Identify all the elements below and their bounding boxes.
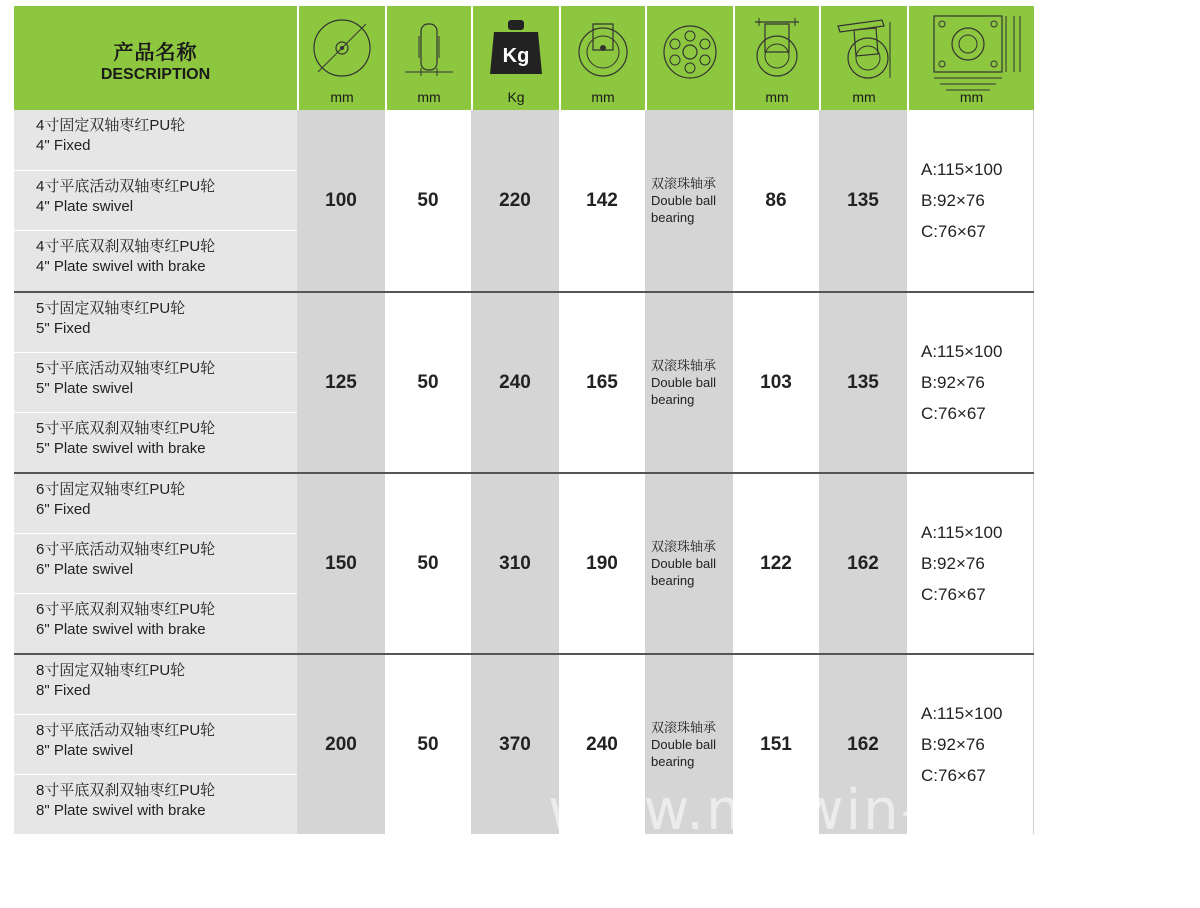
width-unit: mm [417,89,441,105]
product-name-cn: 8寸平底双刹双轴枣红PU轮 [36,782,216,799]
bearing-en-line2: bearing [651,754,695,769]
product-names [14,110,297,291]
width-value: 50 [385,474,471,653]
bearing-header [645,6,733,110]
wheel-fork-icon [571,12,635,82]
product-name-cn: 8寸固定双轴枣红PU轮 [36,662,186,679]
diameter-value: 200 [297,655,385,834]
fork-value: 165 [559,293,645,472]
product-name [14,230,297,291]
wheel-diameter-icon [310,12,374,82]
bearing-cn: 双滚珠轴承 [651,358,717,373]
plate-b: B:92×76 [921,373,985,392]
plate-value [907,110,1034,291]
product-name [14,474,297,533]
offset-value: 103 [733,293,819,472]
plate-unit: mm [959,89,984,105]
description-title-cn: 产品名称 [113,42,198,64]
product-name-en: 5" Plate swivel [36,380,134,397]
product-name-en: 6" Fixed [36,501,91,518]
plate-b: B:92×76 [921,554,985,573]
product-name [14,293,297,352]
table-header [14,6,1034,110]
plate-header [907,6,1034,110]
bearing-value [645,110,733,291]
bearing-en-line1: Double ball [651,737,717,752]
product-name [14,774,297,834]
plate-b: B:92×76 [921,191,985,210]
offset-header [733,6,819,110]
height-value: 135 [819,110,907,291]
product-name-cn: 4寸平底双刹双轴枣红PU轮 [36,238,216,256]
product-names [14,293,297,472]
wheel-width-icon [397,12,461,82]
product-name-cn: 5寸平底活动双轴枣红PU轮 [36,360,216,377]
product-name-cn: 6寸平底双刹双轴枣红PU轮 [36,601,216,618]
load-value: 370 [471,655,559,834]
top-plate-icon [920,12,1024,96]
diameter-value: 125 [297,293,385,472]
bearing-icon [658,12,722,82]
fork-header [559,6,645,110]
plate-c: C:76×67 [921,222,986,241]
load-weight-icon-label: Kg [502,45,530,67]
plate-a: A:115×100 [921,342,1003,361]
product-name [14,533,297,593]
product-name [14,170,297,231]
product-name-en: 4" Plate swivel [36,197,134,215]
fork-unit: mm [591,89,615,105]
width-header [385,6,471,110]
description-header [14,6,297,110]
fork-value: 142 [559,110,645,291]
product-name-cn: 4寸固定双轴枣红PU轮 [36,117,186,134]
bearing-cn: 双滚珠轴承 [651,176,717,191]
diameter-unit: mm [330,89,354,105]
height-header [819,6,907,110]
bearing-cn: 双滚珠轴承 [651,720,717,735]
plate-c: C:76×67 [921,766,986,785]
width-value: 50 [385,110,471,291]
product-name-cn: 6寸平底活动双轴枣红PU轮 [36,541,216,558]
load-unit: Kg [507,89,525,105]
height-value: 162 [819,474,907,653]
product-name-en: 6" Plate swivel [36,561,134,578]
spec-table [14,6,1034,834]
bearing-en-line2: bearing [651,210,695,225]
product-name [14,714,297,774]
product-name-en: 4" Fixed [36,137,91,154]
spec-group [14,110,1034,291]
spec-groups [14,110,1034,834]
plate-value [907,293,1034,472]
product-name-cn: 5寸固定双轴枣红PU轮 [36,300,186,317]
width-value: 50 [385,293,471,472]
plate-a: A:115×100 [921,704,1003,723]
bearing-en-line1: Double ball [651,375,717,390]
product-name-en: 8" Fixed [36,682,91,699]
watermark: www.mywin-caster.com [548,778,923,908]
diameter-value: 150 [297,474,385,653]
load-header [471,6,559,110]
load-weight-icon [484,12,548,82]
description-title-en: DESCRIPTION [100,66,211,83]
offset-value: 86 [733,110,819,291]
height-value: 162 [819,655,907,834]
product-name-en: 6" Plate swivel with brake [36,621,206,638]
offset-value: 122 [733,474,819,653]
fork-value: 190 [559,474,645,653]
bearing-cn: 双滚珠轴承 [651,539,717,554]
bearing-en-line1: Double ball [651,193,717,208]
product-name-cn: 8寸平底活动双轴枣红PU轮 [36,722,216,739]
load-value: 220 [471,110,559,291]
offset-unit: mm [765,89,789,105]
product-name-cn: 5寸平底双刹双轴枣红PU轮 [36,420,216,437]
bearing-value [645,474,733,653]
product-name-en: 5" Plate swivel with brake [36,440,206,457]
width-value: 50 [385,655,471,834]
product-name-en: 8" Plate swivel with brake [36,802,206,819]
product-name [14,655,297,714]
product-names [14,474,297,653]
spec-group [14,472,1034,653]
wheel-offset-icon [745,12,809,82]
bearing-en-line2: bearing [651,573,695,588]
fork-value: 240 [559,655,645,834]
load-value: 240 [471,293,559,472]
spec-group [14,291,1034,472]
product-name-en: 8" Plate swivel [36,742,134,759]
overall-height-icon [832,12,896,82]
plate-b: B:92×76 [921,735,985,754]
product-name-cn: 6寸固定双轴枣红PU轮 [36,481,186,498]
diameter-header [297,6,385,110]
product-name [14,593,297,653]
plate-a: A:115×100 [921,160,1003,179]
bearing-value [645,293,733,472]
plate-value [907,474,1034,653]
plate-c: C:76×67 [921,404,986,423]
product-name [14,110,297,170]
diameter-value: 100 [297,110,385,291]
product-name-en: 5" Fixed [36,320,91,337]
product-names [14,655,297,834]
product-name [14,352,297,412]
load-value: 310 [471,474,559,653]
height-unit: mm [852,89,876,105]
plate-a: A:115×100 [921,523,1003,542]
offset-value: 151 [733,655,819,834]
bearing-en-line2: bearing [651,392,695,407]
plate-c: C:76×67 [921,585,986,604]
product-name-cn: 4寸平底活动双轴枣红PU轮 [36,177,216,195]
product-name [14,412,297,472]
bearing-en-line1: Double ball [651,556,717,571]
product-name-en: 4" Plate swivel with brake [36,258,206,276]
height-value: 135 [819,293,907,472]
